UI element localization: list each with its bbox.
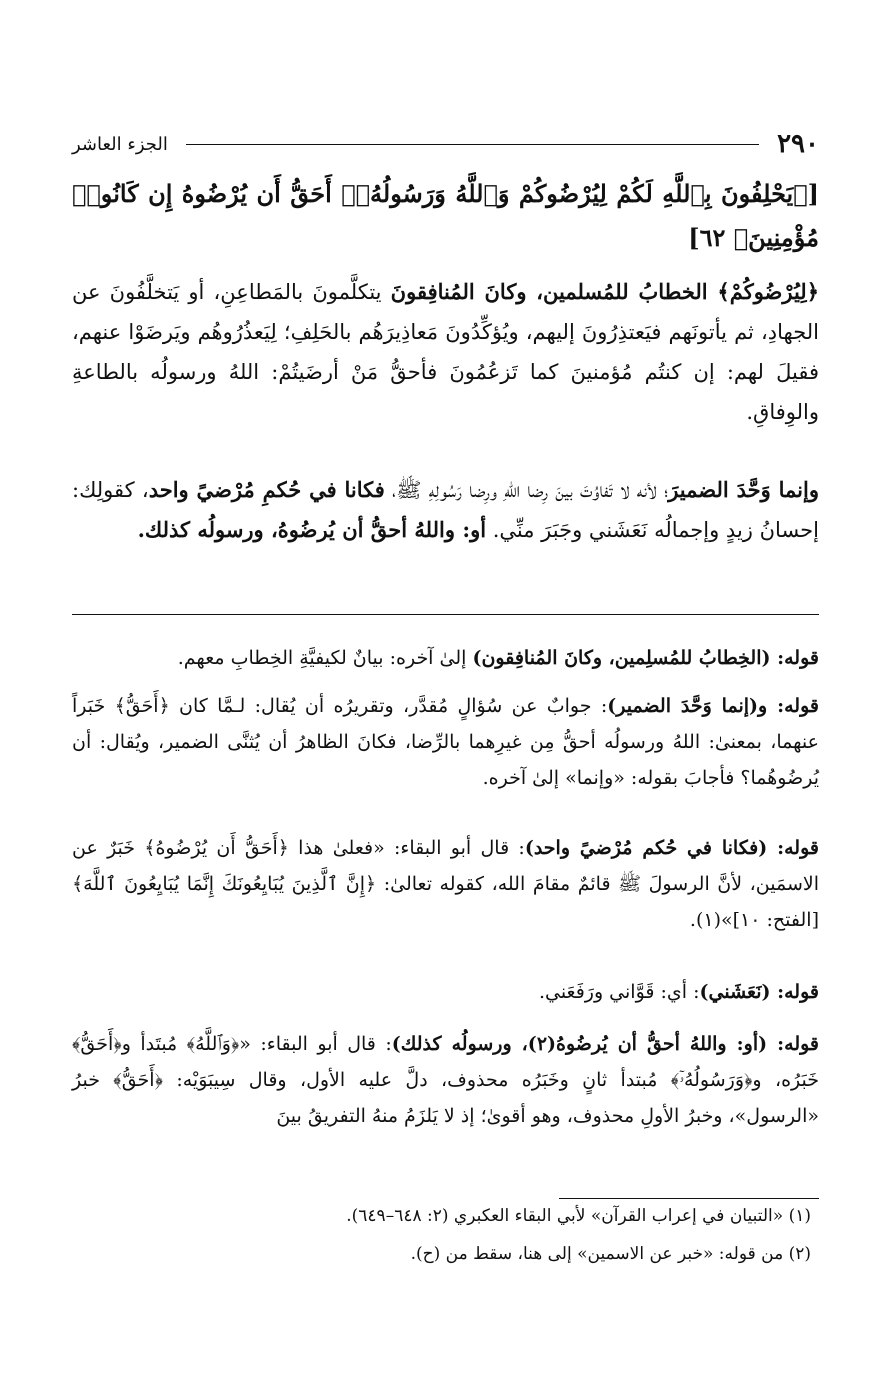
commentary-4 [72,974,819,1010]
commentary-3 [72,830,819,938]
commentary-1 [72,640,819,676]
commentary-1-lead: قوله: (الخِطابُ للمُسلِمين، وكانَ المُنافِقون) [472,647,819,669]
commentary-5 [72,1026,819,1134]
commentary-3-body: : قال أبو البقاء: «فعلىٰ هذا ﴿أَحَقُّ أَن يُرْضُوهُ﴾ خَبَرٌ عن الاسمَين، لأنَّ الرسولَ ﷺ قائمٌ مقامَ الله، كقوله تعالىٰ: ﴿إِنَّ ٱلَّذِينَ يُبَايِعُونَكَ إِنَّمَا يُبَايِعُونَ ٱللَّهَ﴾ [الفتح: ١٠]»(١). [72,837,819,931]
page-number: ٢٩٠ [777,129,819,159]
main-paragraph-2-end: أو: واللهُ أحقُّ أن يُرضُوهُ، ورسولُه كذلك. [137,517,487,542]
commentary-3-lead: قوله: (فكانا في حُكم مُرْضيً واحد) [524,837,819,859]
main-paragraph-2 [72,470,819,550]
footnote-1: (١) «التبيان في إعراب القرآن» لأبي البقاء العكبري (٢: ٦٤٨–٦٤٩). [346,1206,811,1226]
commentary-2-body: : جوابٌ عن سُؤالٍ مُقدَّر، وتقريرُه أن يُقال: لـمَّا كان ﴿أَحَقُّ﴾ خَبَراً عنهما، بمعنىٰ: اللهُ ورسولُه أحقُّ مِن غيرِهما بالرِّضا، فكانَ الظاهرُ أن يُثنَّى الضمير، ويُقال: أن يُرضُوهُما؟ فأجابَ بقوله: «وإنما» إلىٰ آخره. [72,695,819,789]
main-paragraph-2-lead: وإنما وَحَّدَ الضميرَ [668,477,819,502]
commentary-divider [72,614,819,615]
main-paragraph-2-bold: فكانا في حُكمِ مُرْضيً واحد [148,477,385,502]
commentary-5-body: : قال أبو البقاء: «﴿وَٱللَّهُ﴾ مُبتَدأ و﴿أَحَقُّ﴾ خَبَرُه، و﴿وَرَسُولُهُۥٓ﴾ مُبتدأ ثانٍ وخَبَرُه محذوف، دلَّ عليه الأول، وقال سِيبَوَيْه: ﴿أَحَقُّ﴾ خبرُ «الرسول»، وخبرُ الأولِ محذوف، وهو أقوىٰ؛ إذ لا يَلزَمُ منهُ التفريقُ بينَ [72,1033,819,1127]
footnote-divider [559,1198,819,1199]
footnote-2: (٢) من قوله: «خبر عن الاسمين» إلى هنا، سقط من (ح). [410,1244,811,1264]
main-paragraph-2-mid: ؛ لأنه لا تَفاوُتَ بينَ رِضا اللهِ ورِضا رَسُولِهِ ﷺ، [384,478,669,502]
main-paragraph-1 [72,272,819,432]
quran-verse: [﴿يَحْلِفُونَ بِٱللَّهِ لَكُمْ لِيُرْضُوكُمْ وَٱللَّهُ وَرَسُولُهُۥٓ أَحَقُّ أَن يُرْضُوهُ إِن كَانُوا۟ مُؤْمِنِينَ﴾ ٦٢] [72,179,819,252]
commentary-1-body: إلىٰ آخره: بيانٌ لكيفيَّةِ الخِطابِ معهم. [177,647,473,669]
main-paragraph-2-mid2: ، كقولِك: إحسانُ زيدٍ وإجمالُه نَعَشَني وجَبَرَ منِّي. [72,478,819,542]
commentary-2-lead: قوله: و(إنما وَحَّدَ الضمير) [607,695,819,717]
header-rule [186,144,759,145]
main-paragraph-1-lead: ﴿لِيُرْضُوكُمْ﴾ الخطابُ للمُسلمين، وكانَ المُنافِقونَ [390,279,819,304]
commentary-4-body: : أي: قَوَّاني ورَفَعَني. [538,981,700,1003]
commentary-5-lead: قوله: (أو: واللهُ أحقُّ أن يُرضُوهُ(٢)، ورسولُه كذلك) [391,1033,820,1055]
page-header [72,124,819,164]
part-title: الجزء العاشر [72,133,168,155]
main-paragraph-1-body: يتكلَّمونَ بالمَطاعِنِ، أو يَتخلَّفُونَ عن الجهادِ، ثم يأتونَهم فيَعتذِرُونَ إليهم، ويُؤكِّدُونَ مَعاذِيرَهُم بالحَلِفِ؛ لِيَعذُرُوهُم ويَرضَوْا عنهم، فقيلَ لهم: إن كنتُم مُؤمنينَ كما تَزعُمُونَ فأحقُّ مَنْ أرضَيتُمْ: اللهُ ورسولُه بالطاعةِ والوِفاقِ. [72,280,819,424]
commentary-4-lead: قوله: (نَعَشَني) [699,981,819,1003]
commentary-2 [72,688,819,796]
